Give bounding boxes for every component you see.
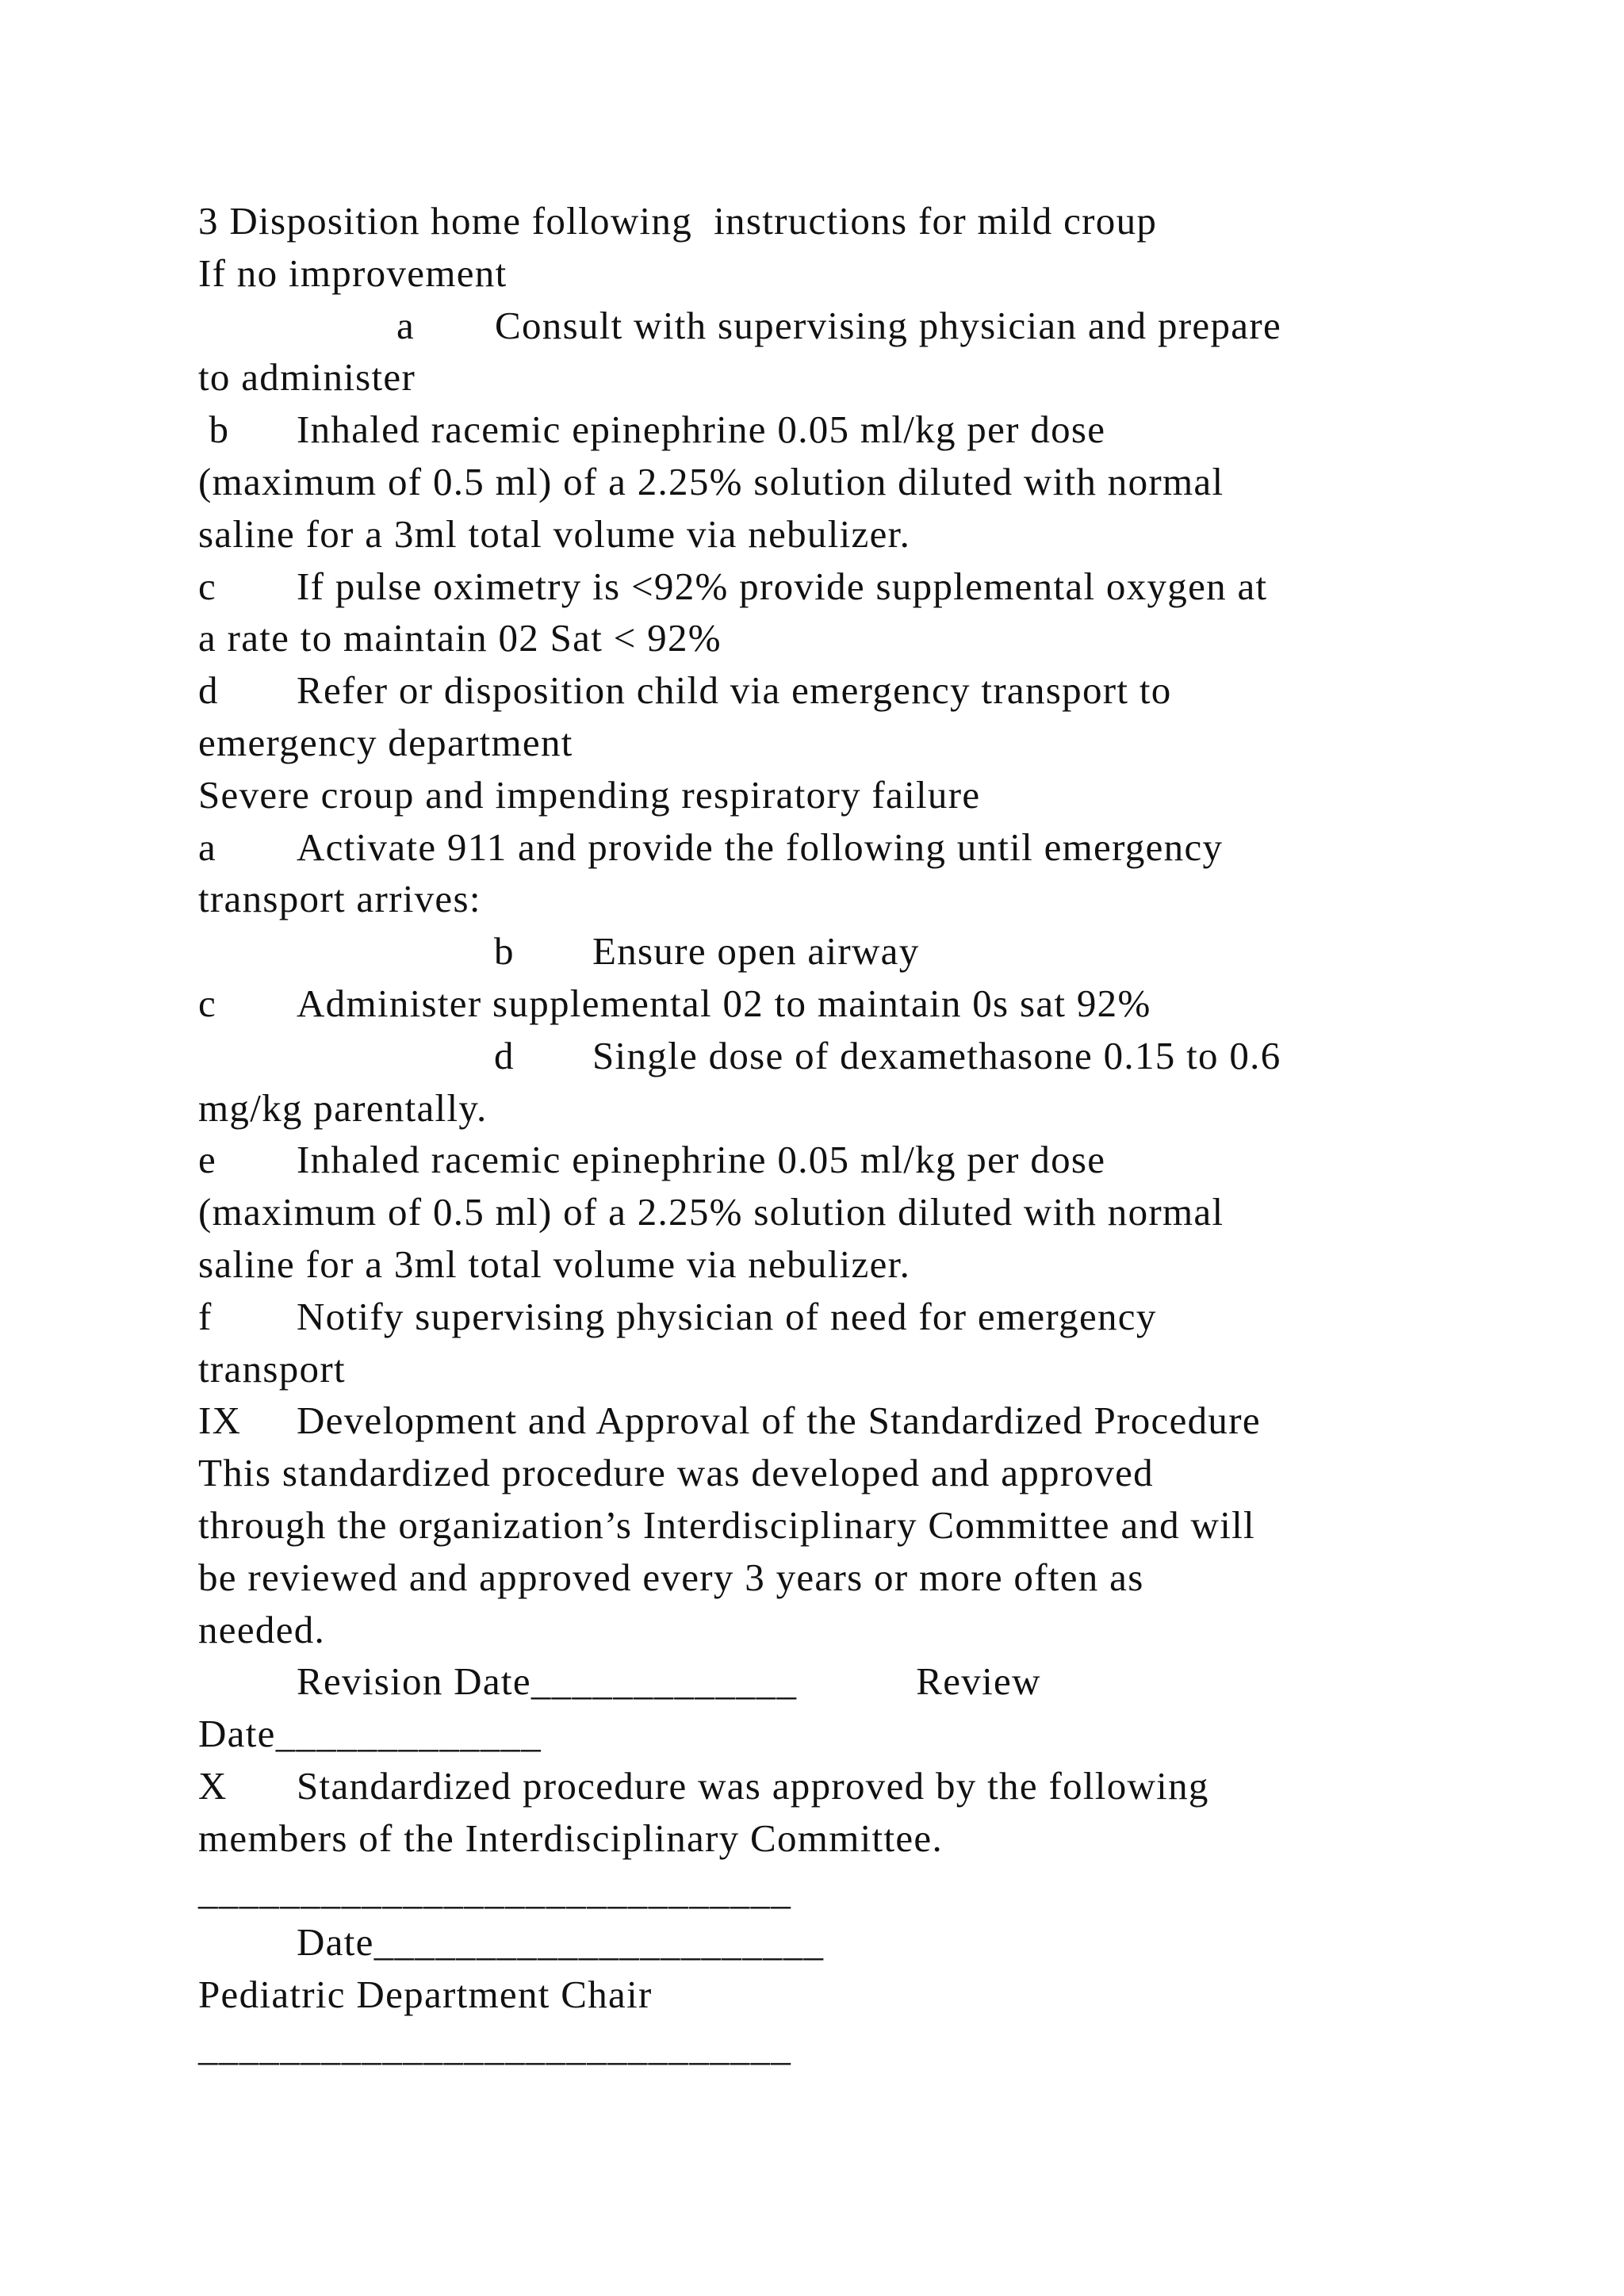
text-line: [198, 508, 1467, 561]
list-marker: d: [198, 668, 219, 713]
signature-line: [198, 1865, 1467, 1917]
line-text: needed.: [198, 1607, 326, 1651]
signature-blank: _____________________________: [198, 1868, 792, 1912]
text-line: [198, 1186, 1467, 1238]
line-text: to administer: [198, 355, 416, 400]
signature-line: [198, 2021, 1467, 2073]
line-text: (maximum of 0.5 ml) of a 2.25% solution diluted with normal: [198, 459, 1224, 503]
list-marker: b: [494, 929, 515, 974]
line-text: mg/kg parentally.: [198, 1085, 488, 1130]
text-line: [198, 1604, 1467, 1656]
list-marker: a: [198, 825, 217, 869]
line-text: Notify supervising physician of need for emergency: [297, 1294, 1157, 1338]
list-marker: c: [198, 564, 217, 608]
line-text: Activate 911 and provide the following until emergency: [297, 825, 1224, 869]
section-heading-line: [198, 1395, 1467, 1447]
text-line: [198, 1238, 1467, 1291]
document-body: [198, 195, 1467, 2073]
signature-blank: _____________________________: [198, 2024, 792, 2068]
line-text: saline for a 3ml total volume via nebulizer.: [198, 511, 911, 556]
section-heading-line: [198, 769, 1467, 821]
line-text: (maximum of 0.5 ml) of a 2.25% solution diluted with normal: [198, 1190, 1224, 1234]
line-text: transport arrives:: [198, 877, 481, 921]
line-text: saline for a 3ml total volume via nebulizer.: [198, 1242, 911, 1286]
line-text: members of the Interdisciplinary Committee.: [198, 1816, 944, 1860]
list-item-line: [198, 1291, 1467, 1343]
line-text: transport: [198, 1346, 346, 1391]
list-item-line: [198, 821, 1467, 874]
section-number: IX: [198, 1399, 242, 1443]
revision-date-field: Revision Date_____________: [297, 1659, 798, 1704]
line-text: Single dose of dexamethasone 0.15 to 0.6: [592, 1033, 1281, 1077]
text-line: [198, 1082, 1467, 1135]
line-text: Administer supplemental 02 to maintain 0s sat 92%: [297, 981, 1151, 1025]
line-text: Severe croup and impending respiratory failure: [198, 772, 981, 817]
list-item-line: [198, 1134, 1467, 1186]
line-text: Consult with supervising physician and prepare: [495, 303, 1281, 347]
text-line: [198, 456, 1467, 508]
line-text: 3 Disposition home following instructions for mild croup: [198, 199, 1158, 243]
line-text: This standardized procedure was developed and approved: [198, 1451, 1154, 1495]
list-item-line: [198, 561, 1467, 613]
line-text: If no improvement: [198, 251, 508, 295]
line-text: Inhaled racemic epinephrine 0.05 ml/kg per dose: [297, 1138, 1106, 1182]
text-line: [198, 1552, 1467, 1604]
list-marker: d: [494, 1033, 515, 1077]
text-line: [198, 1343, 1467, 1395]
text-line: [198, 612, 1467, 664]
line-text: emergency department: [198, 720, 573, 764]
text-line: [198, 195, 1467, 247]
section-title: Standardized procedure was approved by the following: [297, 1763, 1209, 1808]
line-text: Inhaled racemic epinephrine 0.05 ml/kg per dose: [297, 408, 1106, 452]
text-line: [198, 351, 1467, 404]
list-item-line: [198, 1030, 1467, 1082]
text-line: [198, 1499, 1467, 1552]
list-item-line: [198, 300, 1467, 352]
review-date-field: Date_____________: [198, 1712, 542, 1756]
list-marker: a: [396, 303, 416, 347]
line-text: Refer or disposition child via emergency transport to: [297, 668, 1172, 713]
list-item-line: [198, 978, 1467, 1030]
section-heading-line: [198, 1760, 1467, 1812]
line-text: through the organization’s Interdisciplinary Committee and will: [198, 1502, 1255, 1547]
review-date-line: [198, 1708, 1467, 1760]
text-line: [198, 873, 1467, 925]
list-marker: f: [198, 1294, 213, 1338]
text-line: [198, 1447, 1467, 1499]
section-number: X: [198, 1763, 228, 1808]
signatory-title: Pediatric Department Chair: [198, 1973, 653, 2017]
date-line: [198, 1916, 1467, 1969]
signatory-title-line: [198, 1969, 1467, 2021]
list-marker: b: [198, 408, 230, 452]
review-label: Review: [916, 1659, 1041, 1704]
line-text: a rate to maintain 02 Sat < 92%: [198, 616, 722, 660]
list-marker: c: [198, 981, 217, 1025]
text-line: [198, 1812, 1467, 1865]
list-marker: e: [198, 1138, 217, 1182]
line-text: If pulse oximetry is <92% provide supplemental oxygen at: [297, 564, 1268, 608]
date-field: Date______________________: [297, 1920, 825, 1965]
text-line: [198, 247, 1467, 300]
list-item-line: [198, 404, 1467, 456]
line-text: Ensure open airway: [592, 929, 920, 974]
section-title: Development and Approval of the Standardized Procedure: [297, 1399, 1261, 1443]
revision-date-line: [198, 1655, 1467, 1708]
list-item-line: [198, 925, 1467, 978]
text-line: [198, 717, 1467, 769]
list-item-line: [198, 664, 1467, 717]
line-text: be reviewed and approved every 3 years or more often as: [198, 1555, 1144, 1599]
